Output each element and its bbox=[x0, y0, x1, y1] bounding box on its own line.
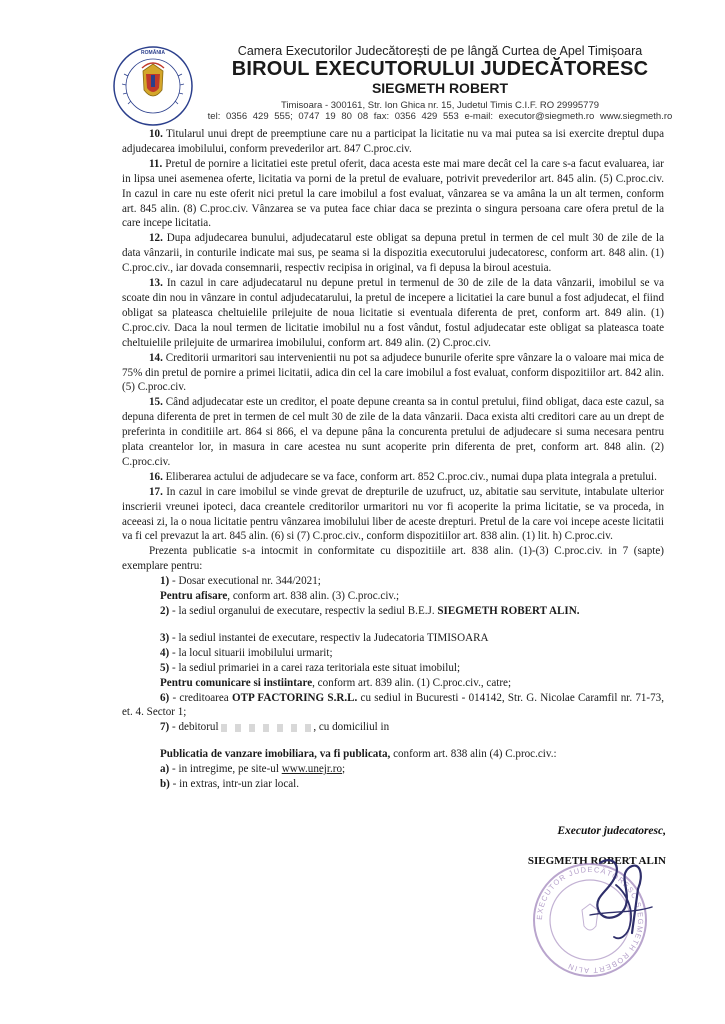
closing-statement: Prezenta publicatie s-a intocmit in conformitate cu dispozitiile art. 838 alin. (1)-(3) C.proc.civ. in 7 (sapte) exemplare pentru: bbox=[122, 545, 664, 573]
distribution-item-3: 3) - la sediul instantei de executare, respectiv la Judecatoria TIMISOARA bbox=[160, 631, 489, 644]
publication-item-a: a) - in intregime, pe site-ul www.unejr.ro; bbox=[160, 763, 346, 776]
clause-12: 12. Dupa adjudecarea bunului, adjudecatarul este obligat sa depuna pretul in termen de cel mult 30 de zile de la data vânzarii, in conturile indicate mai sus, pe seama si la dispozitia executorului judecatoresc, conform art. 848 alin. (1) C.proc.civ., iar dovada consemnarii, respectiv recipisa in original, va fi depusa la biroul acestuia. bbox=[122, 232, 664, 275]
clause-14: 14. Creditorii urmaritori sau intervenientii nu pot sa adjudece bunurile oferite spre vânzare la o valoare mai mica de 75% din pretul de pornire a primei licitatii, adica din cel la care imobilul a fost evaluat, conform dispozitiilor art. 842 alin. (5) C.proc.civ. bbox=[122, 351, 664, 394]
distribution-item-4: 4) - la locul situarii imobilului urmarit; bbox=[160, 646, 333, 659]
distribution-item-2: 2) - la sediul organului de executare, respectiv la sediul B.E.J. SIEGMETH ROBERT ALIN. bbox=[160, 605, 580, 617]
logo-caption: ROMÂNIA bbox=[141, 50, 165, 56]
publicatie-heading: Publicatia de vanzare imobiliara, va fi publicata, conform art. 838 alin (4) C.proc.civ.: bbox=[160, 748, 557, 761]
coat-of-arms-logo bbox=[112, 44, 194, 128]
distribution-item-6: 6) - creditoarea OTP FACTORING S.R.L. cu sediul in Bucuresti - 014142, Str. G. Nicolae Caramfil nr. 71-73, et. 4. Sector 1; bbox=[122, 691, 664, 719]
distribution-item-5: 5) - la sediul primariei in a carei raza teritoriala este situat imobilul; bbox=[160, 661, 461, 674]
clause-16: 16. Eliberarea actului de adjudecare se va face, conform art. 852 C.proc.civ., numai dupa plata integrala a pretului. bbox=[149, 470, 657, 483]
clause-11: 11. Pretul de pornire a licitatiei este pretul oferit, daca acesta este mai mare decât cel la care s-a facut evaluarea, iar in lipsa unei asemenea oferte, licitatia va porni de la pretul de evaluare, potrivit prevederilor art. 845 alin. (5) C.proc.civ. In cazul in care nu este oferit nici pretul la care imobilul a fost evaluat, vânzarea se va amâna la un alt termen, conform art. 845 alin. (8) C.proc.civ. Vânzarea se va putea face chiar daca se prezinta o singura persoana care ofera pretul de la care incepe licitatia. bbox=[122, 157, 664, 230]
comunicare-heading: Pentru comunicare si instiintare, conform art. 839 alin. (1) C.proc.civ., catre; bbox=[160, 676, 512, 689]
clause-13: 13. In cazul in care adjudecatarul nu depune pretul in termenul de 30 de zile de la data vânzarii, imobilul se va scoate din nou in vânzare in contul adjudecatarului, la pretul de incepere a licitatiei la care bunul a fost adjudecat, el fiind obligat sa plateasca cheltuielile prilejuite de noua licitatie si eventuala diferenta de pret, conform art. 849 alin. (1) C.proc.civ. Daca la noul termen de licitatie imobilul nu a fost vândut, fostul adjudecatar este obligat sa plateasca toate cheltuielile prilejuite de urmarirea imobilului, conform art. 849 alin. (2) C.proc.civ. bbox=[122, 277, 664, 349]
signatory-title: Executor judecatoresc, bbox=[557, 825, 666, 837]
publication-item-b: b) - in extras, intr-un ziar local. bbox=[160, 778, 300, 791]
office-holder-name: SIEGMETH ROBERT bbox=[371, 80, 509, 96]
document-body bbox=[122, 127, 664, 792]
office-contact: tel: 0356 429 555; 0747 19 80 08 fax: 0356 429 553 e-mail: executor@siegmeth.ro www.siegmeth.ro bbox=[207, 111, 673, 122]
letterhead bbox=[0, 0, 725, 125]
institution-name: Camera Executorilor Judecătorești de pe lângă Curtea de Apel Timișoara bbox=[237, 44, 643, 58]
unejr-link[interactable]: www.unejr.ro bbox=[281, 763, 342, 776]
clause-10: 10. Titularul unui drept de preemptiune care nu a participat la licitatie nu va mai putea sa isi exercite dreptul dupa adjudecarea imobilului, conform prevederilor art. 847 C.proc.civ. bbox=[122, 128, 664, 155]
signatory-name: SIEGMETH ROBERT ALIN bbox=[527, 855, 666, 867]
clause-17: 17. In cazul in care imobilul se vinde grevat de drepturile de uzufruct, uz, abitatie sau servitute, intabulate ulterior inscrierii vreunei ipoteci, daca creantele creditorilor urmaritori nu vor fi acoperite la prima licitatie, se va proceda, in aceeasi zi, la o noua licitatie pentru vânzarea imobilului liber de aceste drepturi. Pretul de la care voi incepe aceste licitatii va fi cel prevazut la art. 845 alin. (6) si (7) C.proc.civ., conform dispozitiilor art. 838 alin. (1) lit. h) C.proc.civ. bbox=[122, 485, 664, 543]
clause-15: 15. Când adjudecatar este un creditor, el poate depune creanta sa in contul pretului, fiind obligat, daca este cazul, sa depuna diferenta de pret in termen de cel mult 30 de zile de la data vânzarii. Daca exista alti creditori care au un drept de preferinta in conditiile art. 864 si 866, el va depune pâna la concurenta pretului de adjudecare si suma necesara pentru plata creantelor lor, in masura in care acestea nu sunt acoperite prin diferenta de pret, conform art. 848 alin. (2) C.proc.civ. bbox=[122, 396, 664, 468]
office-address: Timisoara - 300161, Str. Ion Ghica nr. 15, Judetul Timis C.I.F. RO 29995779 bbox=[280, 100, 600, 111]
stamp-ring-text: EXECUTOR JUDECĂTORESC SIEGMETH ROBERT ALIN bbox=[534, 864, 646, 976]
handwritten-signature bbox=[560, 845, 670, 955]
redacted-debtor-name bbox=[221, 724, 313, 732]
office-title: BIROUL EXECUTORULUI JUDECĂTORESC bbox=[231, 58, 649, 80]
distribution-item-7: 7) - debitorul , cu domiciliul in bbox=[160, 721, 390, 734]
afisare-heading: Pentru afisare, conform art. 838 alin. (3) C.proc.civ.; bbox=[160, 590, 400, 603]
distribution-item-1: 1) - Dosar executional nr. 344/2021; bbox=[160, 575, 321, 588]
